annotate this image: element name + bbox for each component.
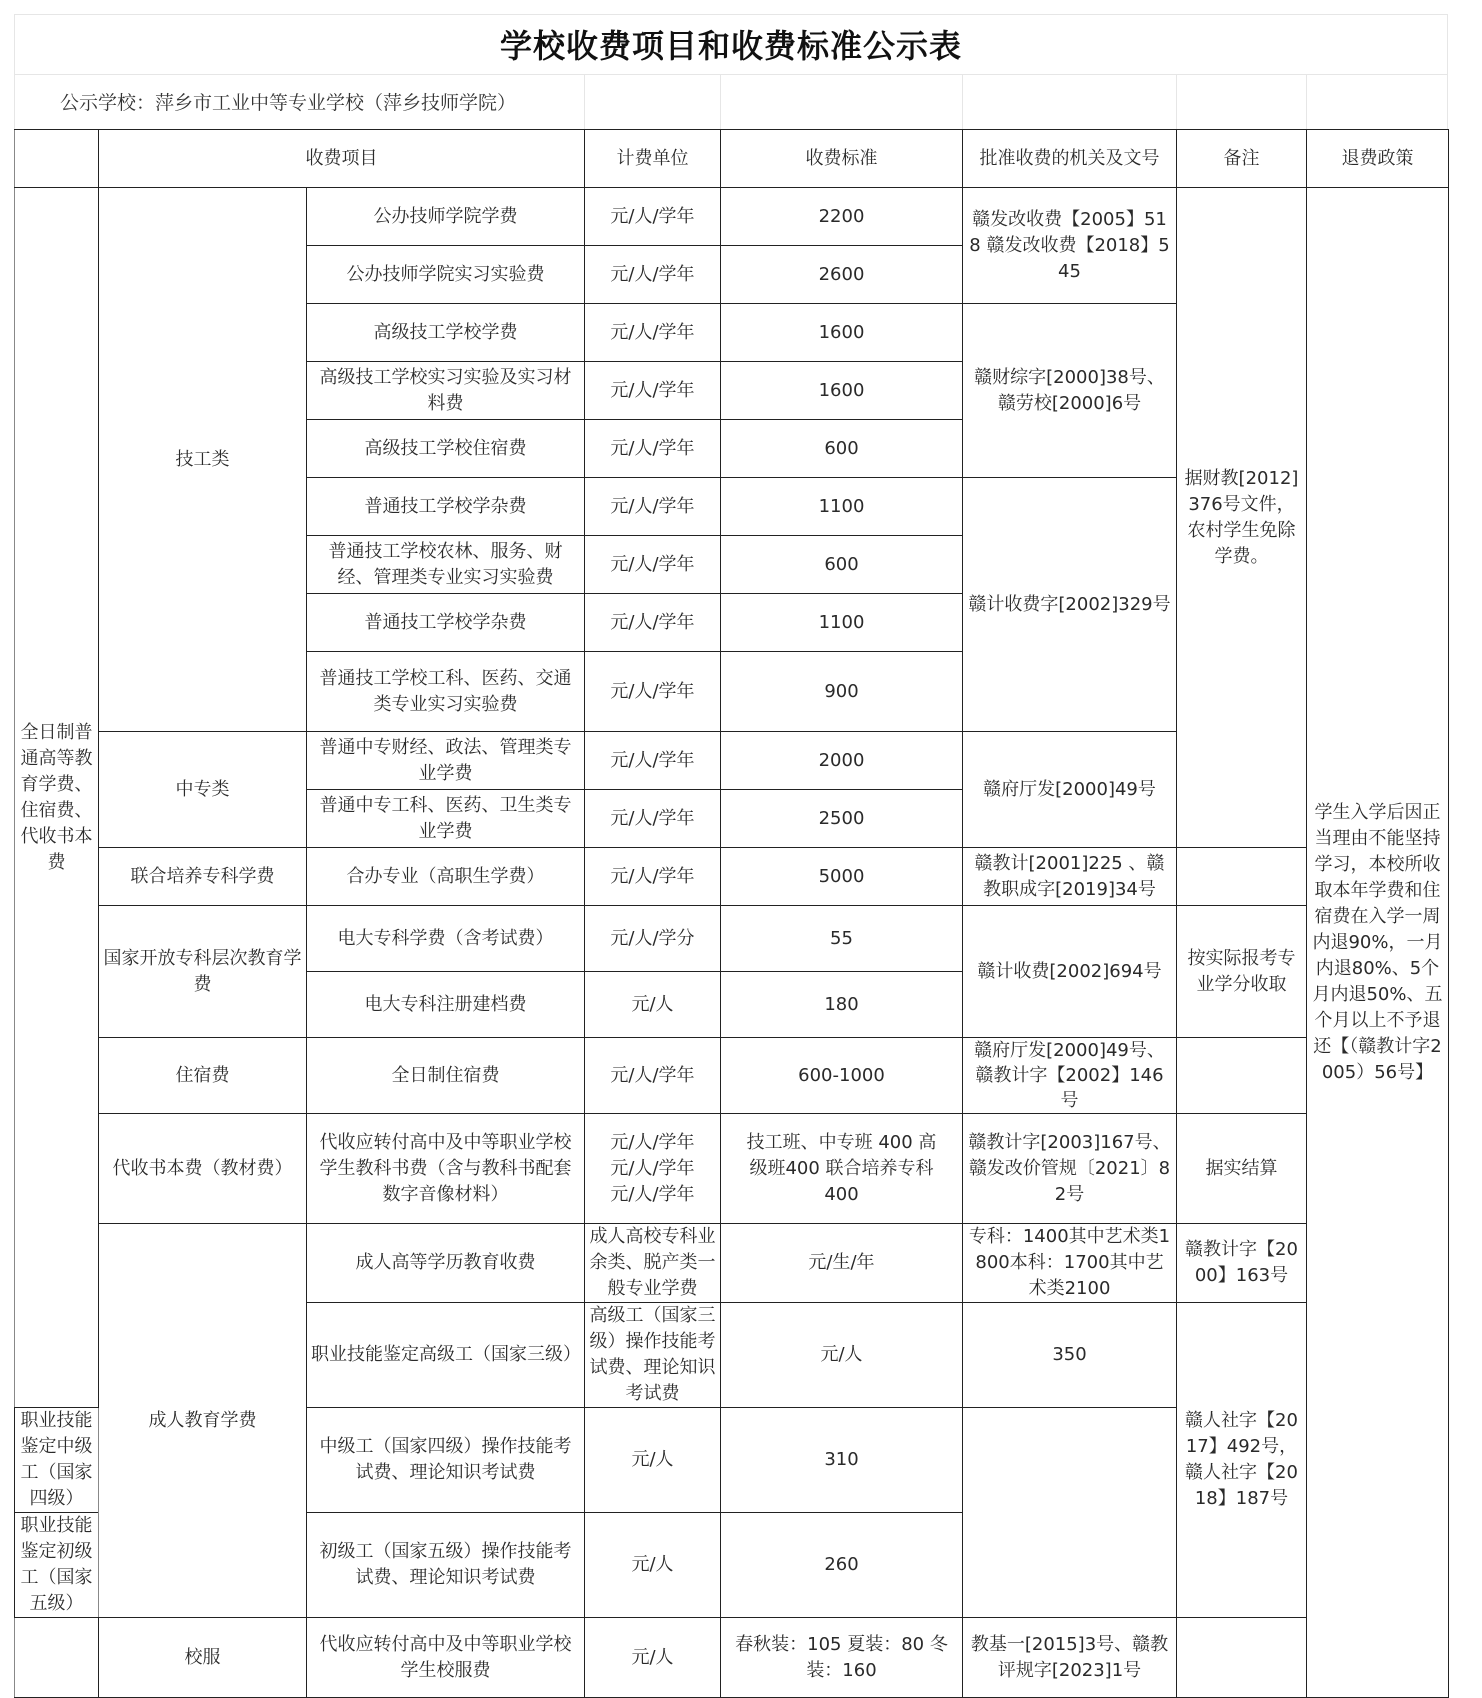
authority-cell: 赣人社字【2017】492号，赣人社字【2018】187号: [1177, 1303, 1307, 1618]
note-cell-empty: [1177, 848, 1307, 906]
authority-cell: 赣教计[2001]225 、赣教职成字[2019]34号: [963, 848, 1177, 906]
standard-cell: 1100: [721, 478, 963, 536]
unit-cell: 元/人: [585, 1618, 721, 1698]
item-cell: 初级工（国家五级）操作技能考试费、理论知识考试费: [307, 1513, 585, 1618]
authority-cell: 教基一[2015]3号、赣教评规字[2023]1号: [963, 1618, 1177, 1698]
standard-cell: 350: [963, 1303, 1177, 1408]
item-cell: 公办技师学院学费: [307, 188, 585, 246]
sheet-gridline: [14, 74, 1448, 75]
group-empty: [15, 1618, 99, 1698]
authority-cell: 赣计收费字[2002]329号: [963, 478, 1177, 732]
sheet-gridline: [584, 74, 585, 129]
unit-cell: 元/人/学年: [585, 1038, 721, 1114]
group-fulltime: 全日制普通高等教育学费、住宿费、代收书本费: [15, 188, 99, 1408]
subcat-chuji: 职业技能鉴定初级工（国家五级）: [15, 1513, 99, 1618]
table-row: [15, 848, 1449, 906]
note-cell: 按实际报考专业学分收取: [1177, 906, 1307, 1038]
school-name: 公示学校：萍乡市工业中等专业学校（萍乡技师学院）: [60, 92, 517, 114]
table-row: [15, 906, 1449, 972]
table-row: [15, 188, 1449, 246]
authority-cell: 赣府厅发[2000]49号: [963, 732, 1177, 848]
standard-cell: 2000: [721, 732, 963, 790]
item-cell: 普通中专工科、医药、卫生类专业学费: [307, 790, 585, 848]
item-cell: 公办技师学院实习实验费: [307, 246, 585, 304]
standard-cell: 5000: [721, 848, 963, 906]
subcat-chengren: 成人高等学历教育收费: [307, 1224, 585, 1303]
standard-cell: 春秋装：105 夏装：80 冬装：160: [721, 1618, 963, 1698]
note-cell: 据实结算: [1177, 1114, 1307, 1224]
header-row: [15, 130, 1449, 188]
authority-cell: 赣教计字[2003]167号、赣发改价管规〔2021〕82号: [963, 1114, 1177, 1224]
table-row: [15, 1618, 1449, 1698]
authority-cell: 赣计收费[2002]694号: [963, 906, 1177, 1038]
standard-cell: 1600: [721, 304, 963, 362]
page-title: 学校收费项目和收费标准公示表: [499, 27, 962, 65]
subcat-xiaofu: 校服: [99, 1618, 307, 1698]
standard-cell: 2200: [721, 188, 963, 246]
unit-cell: 元/人/学年: [585, 652, 721, 732]
unit-cell: 元/人/学年: [585, 246, 721, 304]
group-adult: 成人教育学费: [99, 1224, 307, 1618]
table-row: [15, 1038, 1449, 1114]
standard-cell: 专科：1400其中艺术类1800本科：1700其中艺术类2100: [963, 1224, 1177, 1303]
header-group-cell: [15, 130, 99, 188]
refund-policy: 学生入学后因正当理由不能坚持学习，本校所收取本年学费和住宿费在入学一周内退90%，一月内退80%、5个月内退50%、五个月以上不予退还【（赣教计字2005）56号】: [1307, 188, 1449, 1698]
unit-cell: 元/人/学年: [585, 362, 721, 420]
unit-cell: 元/人/学年: [585, 790, 721, 848]
subcat-daishou: 代收书本费（教材费）: [99, 1114, 307, 1224]
subcat-zhongzhuan: 中专类: [99, 732, 307, 848]
header-refund: 退费政策: [1307, 130, 1449, 188]
unit-cell: 元/人/学年: [585, 420, 721, 478]
unit-cell: 元/人: [721, 1303, 963, 1408]
table-row: [15, 1114, 1449, 1224]
standard-cell: 600-1000: [721, 1038, 963, 1114]
note-cell: 据财教[2012]376号文件，农村学生免除学费。: [1177, 188, 1307, 848]
header-authority: 批准收费的机关及文号: [963, 130, 1177, 188]
authority-cell: 赣发改收费【2005】518 赣发改收费【2018】545: [963, 188, 1177, 304]
note-cell-empty: [1177, 1038, 1307, 1114]
item-cell: 普通技工学校农林、服务、财经、管理类专业实习实验费: [307, 536, 585, 594]
item-cell: 高级技工学校住宿费: [307, 420, 585, 478]
unit-cell: 元/人: [585, 1408, 721, 1513]
fee-table: [14, 129, 1449, 1698]
authority-cell: 赣府厅发[2000]49号、赣教计字【2002】146号: [963, 1038, 1177, 1114]
unit-cell: 元/人/学年: [585, 536, 721, 594]
item-cell: 高级工（国家三级）操作技能考试费、理论知识考试费: [585, 1303, 721, 1408]
note-cell-empty: [1177, 1618, 1307, 1698]
item-cell: 全日制住宿费: [307, 1038, 585, 1114]
unit-cell: 元/人/学年: [585, 732, 721, 790]
unit-cell: 元/人/学分: [585, 906, 721, 972]
item-cell: 普通技工学校工科、医药、交通类专业实习实验费: [307, 652, 585, 732]
sheet-gridline: [1176, 74, 1177, 129]
subcat-gaoji: 职业技能鉴定高级工（国家三级）: [307, 1303, 585, 1408]
item-cell: 普通技工学校学杂费: [307, 594, 585, 652]
item-cell: 普通中专财经、政法、管理类专业学费: [307, 732, 585, 790]
header-note: 备注: [1177, 130, 1307, 188]
subcat-lianhe: 联合培养专科学费: [99, 848, 307, 906]
item-cell: 代收应转付高中及中等职业学校学生教科书费（含与教科书配套数字音像材料）: [307, 1114, 585, 1224]
item-cell: 电大专科学费（含考试费）: [307, 906, 585, 972]
standard-cell: 600: [721, 536, 963, 594]
unit-cell: 元/人/学年: [585, 594, 721, 652]
sheet-gridline: [1306, 74, 1307, 129]
unit-cell: 元/人/学年 元/人/学年 元/人/学年: [585, 1114, 721, 1224]
item-cell: 成人高校专科业余类、脱产类一般专业学费: [585, 1224, 721, 1303]
standard-cell: 1600: [721, 362, 963, 420]
subcat-zhusu: 住宿费: [99, 1038, 307, 1114]
sheet-gridline: [720, 74, 721, 129]
standard-cell: 310: [721, 1408, 963, 1513]
subcat-jigong: 技工类: [99, 188, 307, 732]
item-cell: 电大专科注册建档费: [307, 972, 585, 1038]
item-cell: 高级技工学校学费: [307, 304, 585, 362]
subcat-kaifang: 国家开放专科层次教育学费: [99, 906, 307, 1038]
standard-cell: 1100: [721, 594, 963, 652]
unit-cell: 元/人/学年: [585, 848, 721, 906]
header-unit: 计费单位: [585, 130, 721, 188]
sheet-gridline: [962, 74, 963, 129]
subcat-zhongji: 职业技能鉴定中级工（国家四级）: [15, 1408, 99, 1513]
authority-cell: 赣财综字[2000]38号、赣劳校[2000]6号: [963, 304, 1177, 478]
standard-cell: 180: [721, 972, 963, 1038]
item-cell: 合办专业（高职生学费）: [307, 848, 585, 906]
unit-cell: 元/人/学年: [585, 478, 721, 536]
table-row: [15, 1224, 1449, 1303]
standard-cell: 55: [721, 906, 963, 972]
standard-cell: 技工班、中专班 400 高级班400 联合培养专科 400: [721, 1114, 963, 1224]
standard-cell: 2500: [721, 790, 963, 848]
item-cell: 高级技工学校实习实验及实习材料费: [307, 362, 585, 420]
standard-cell: 600: [721, 420, 963, 478]
unit-cell: 元/人/学年: [585, 304, 721, 362]
unit-cell: 元/人: [585, 1513, 721, 1618]
unit-cell: 元/人/学年: [585, 188, 721, 246]
item-cell: 普通技工学校学杂费: [307, 478, 585, 536]
item-cell: 代收应转付高中及中等职业学校学生校服费: [307, 1618, 585, 1698]
authority-cell: 赣教计字【2000】163号: [1177, 1224, 1307, 1303]
standard-cell: 900: [721, 652, 963, 732]
header-item: 收费项目: [99, 130, 585, 188]
unit-cell: 元/人: [585, 972, 721, 1038]
unit-cell: 元/生/年: [721, 1224, 963, 1303]
standard-cell: 2600: [721, 246, 963, 304]
header-standard: 收费标准: [721, 130, 963, 188]
item-cell: 中级工（国家四级）操作技能考试费、理论知识考试费: [307, 1408, 585, 1513]
standard-cell: 260: [721, 1513, 963, 1618]
